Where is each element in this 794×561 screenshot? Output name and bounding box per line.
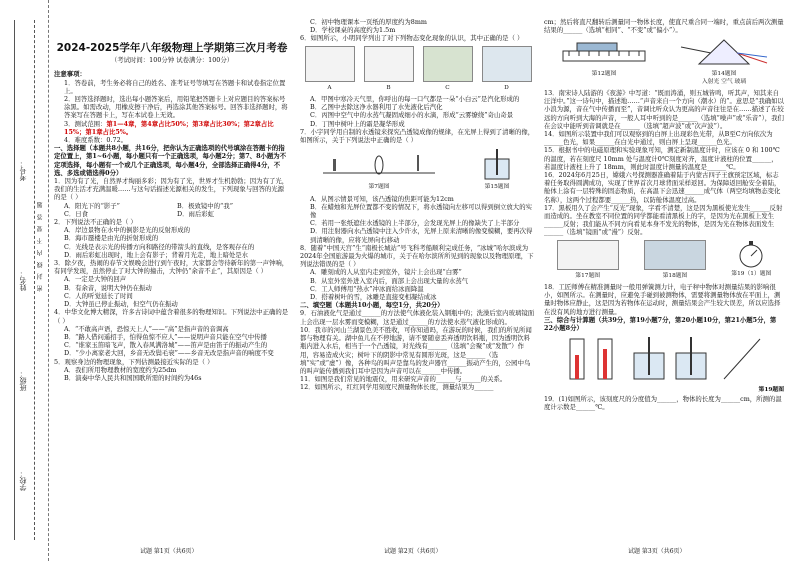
question-10: 10．我市的河山兰湖景色美不胜收，可你知道吗，在游玩的时候，我们的所见所闻都与物理有关。湖中鱼儿在不停地游，请不要随意丢弃透明饮料瓶，因为透明饮料瓶内进入水后，相当于一个凸透镜，对光线有______（选填“会聚”或“发散”）作用，容易造成火灾；树叶下的阴影中常见有圆形光斑，这是______（选填“实”或“虚”）像，各种鸟的叫声是靠鸟的发声器官______振动产生的，公园中鸟的叫声能传播到我们耳中是因为声音可以在______中传播。: [300, 325, 532, 375]
option: D．丁图中树叶上的霜是凝华形成: [310, 119, 405, 128]
question-13: 13．南宋诗人陆游的《夜游》中写道：“既而涛涌，则五城皆鸣，听其声，知其来自汪洋中。”这一诗句中，描述地……“声音来自一个方向（潮水）的”。意思是“我确如以小浪为源，音在气中传播而至”，音调比听众认为更高的声音往往是在……描述了在较远的方向听到大海的声音，一般人耳中听到的是______（选填“噪声”或“乐音”），我们在会议中能听到音调就是在______（选填“超声波”或“次声波”）。: [544, 89, 784, 130]
name-label: 姓名：: [19, 270, 27, 291]
figure-b: B: [364, 46, 414, 92]
section-1-heading: 一、选择题（本题共8小题，共16分，把你认为正确选项的代号填涂在答题卡的指定位置上，第1~6小题，每小题只有一个正确选项，每小题2分；第7、8小题为不定项选择，每小题有一个或几个正确选项，每小题4分，全部选择正确得4分，不选、多选或错选得0分）: [54, 144, 287, 177]
binding-line: [14, 20, 15, 540]
figure-14-labels: 入射光 空气 玻璃: [701, 78, 747, 85]
class-label: 班级：: [19, 370, 27, 391]
page-footer-1: 试题 第1页（共6页）: [140, 548, 198, 555]
binding-strip: [0, 0, 49, 561]
figure-c: C: [423, 46, 473, 92]
option: C．“谁家玉笛暗飞声，散入春风满洛城”——笛声是由笛子的振动产生的: [64, 341, 268, 350]
question-7-figures: [300, 147, 536, 191]
page-footer-3: 试题 第3页（共6页）: [628, 548, 686, 555]
option: B．演奏中华人民共和国国歌所需的时间约为46s: [64, 373, 202, 382]
column-3: [544, 18, 784, 538]
figure-12-caption: 第12题图: [591, 70, 617, 77]
notice-title: 注意事项：: [54, 70, 86, 79]
option: C．丙图中空气中的水蒸气凝固成细小的水滴，形成“云雾缭绕”奇山奇景: [310, 111, 514, 120]
option: D．雨后彩虹出现时，地上会有影子；背着月光走，地上暗处是水: [64, 250, 249, 259]
column-2: [300, 18, 536, 538]
option: B．在蜡烛和光屏位置都不变的情况下，将水透镜向左移可以得到倒立放大的实像: [310, 202, 532, 220]
question-16: 16．2024年6月25日，嫦娥六号探测器准确着陆于内蒙古四子王旗预定区域，标志着任务取得圆满成功，实现了世界首次月球背面采样返回。为保障返回舱安全着陆，舱体上涂有一层特殊的固态物质，在高温下会迅速______成气体（两空均填物态变化名称），这两个过程都要______热，以防舱体温度过高。: [544, 171, 781, 204]
option: B．乙图中去除这净水器利用了水先液化后汽化: [310, 103, 443, 112]
image-placeholder: [644, 240, 706, 270]
question-8: 8．随着“中国天宫”生“南极长城站”号飞科考船顺利完成任务，“冰城”哈尔滨成为2024年全国旅游最为火爆的城市，关于在哈尔滨所所见到的现象以及物理原理，下列说法错误的是（ ）: [300, 243, 534, 269]
option: D．雨后彩虹: [177, 209, 215, 218]
option: B．有余音，说明大钟仍在振动: [64, 283, 152, 292]
image-placeholder: [557, 240, 619, 270]
column-1: [54, 18, 290, 538]
exam-subtitle: （考试时间：100分钟 试卷满分：100分）: [110, 56, 234, 65]
option: D．大钟虽已停止振动，但空气仍在振动: [64, 300, 178, 309]
figure-7: [319, 147, 439, 191]
option: A．岸边景物在水中的倒影是光的反射形成的: [64, 226, 191, 235]
figure-15-caption: 第15题图: [484, 184, 510, 191]
question-17: 17．黑板用久了会产生“反光”现象，字看不清楚，这是因为黑板使光发生______反射而造成的。坐在教室不同位置的同学都能看清黑板上的字，是因为光在黑板上发生______反射；我们能从不同方向看见本身不发光的物体，是因为光在物体表面发生______（选填“镜面”或“漫”）反射。: [544, 203, 783, 237]
option: B．从室外室外进入室内后，面部上会出现大量的水蒸气: [310, 276, 469, 285]
exam-title: 2024-2025学年八年级物理上学期第三次月考卷: [56, 42, 288, 54]
figure-7-caption: 第7题图: [368, 184, 390, 191]
figure-14: [679, 37, 769, 86]
question-1-options: [54, 202, 290, 218]
thermometers-diagram: [564, 335, 764, 383]
figure-12: [559, 37, 649, 86]
question-11: 11．如图是我们常见的地震仪，用来研究声音的______与______的关系。: [300, 375, 507, 384]
figure-19-1: [731, 240, 771, 280]
figure-a: A: [305, 46, 355, 92]
figure-18: [644, 240, 706, 280]
option: B．极致镜中的“我”: [177, 201, 233, 210]
option: B．“路人借问遥招手，怕得鱼惊不应人”——说明声音只能在空气中传播: [64, 332, 267, 341]
figure-15: [477, 147, 517, 191]
question-19-figures: [544, 335, 784, 383]
option: A．一定是大钟的回声: [64, 275, 127, 284]
question-2: 2．下列说法不正确的是（ ）: [54, 218, 137, 227]
option: D．用注射器向水凸透镜中注入少许水，光屏上原来清晰的像变模糊，要再次得到清晰的像，应将光屏向右移动: [310, 227, 533, 244]
thermometer-beaker-diagram: [477, 147, 517, 181]
option: D．“少小离家老大回，乡音无改鬓毛衰”——乡音无改是指声音的响度不变: [64, 349, 274, 358]
option: D．搭着树叶的雪，冰雕是直接变相凝结成冰: [310, 293, 437, 302]
optical-bench-diagram: [319, 147, 439, 181]
notice-item: 3．测试范围：第1—4章，第4章占比50%；第3章占比30%；第2章占比15%；第1章占比5%。: [64, 119, 274, 136]
notice-item: 2．回答选择题时，选出每小题答案后，用铅笔把答题卡上对应题目的答案标号涂黑。如需改动，用橡皮擦干净后，再选涂其他答案标号。回答非选择题时，将答案写在答题卡上，写在本试卷上无效。: [64, 95, 288, 120]
figure-17-caption: 第17题图: [575, 272, 601, 279]
option: C．光线是表示光的传播方向和路径的带箭头的直线，是客观存在的: [64, 242, 255, 251]
option: A．“不敢高声语，恐惊天上人”——“高”是指声音的音调高: [64, 324, 229, 333]
question-18: 18．工匠师傅在精准测量时一般用弹簧测力计，电子秤中物体对测量结果的影响很小，如图所示。在测量时，应避免手碰到被测物体，需要将测量物体放在平面上，测量时物体应静止，这是因为若物体在运动时，测量结果会产生较大误差，所以应选择在没有风的地方进行测量。: [544, 283, 781, 316]
figure-18-caption: 第18题图: [662, 272, 688, 279]
image-placeholder: [423, 46, 473, 82]
image-placeholder: [482, 46, 532, 82]
figure-19-label: 第19题图: [758, 387, 784, 394]
section-2-heading: 二、填空题（本题共10小题，每空1分，共20分）: [300, 301, 444, 310]
question-4: 4．中华文化博大精深，许多古诗词中蕴含着很多的物理知识。下列说法中正确的是（ ）: [54, 308, 289, 325]
notice-item: 1．答卷前，考生务必将自己的姓名、准考证号等填写在答题卡和试卷指定位置上。: [64, 78, 286, 95]
option: C．人的听觉延长了时间: [64, 291, 133, 300]
question-6: 6．如图所示，小明同学列出了对下列物态变化现象的认识，其中正确的是（ ）: [300, 34, 524, 43]
option: A．从图示情景可知，该凸透镜的焦距可能为12cm: [310, 194, 454, 203]
school-label: 学校：: [19, 470, 27, 491]
page-footer-2: 试题 第2页（共6页）: [384, 548, 442, 555]
option: C．若用一张纸遮住水透镜的上半部分，会发现光屏上的像缺失了上半部分: [310, 219, 520, 228]
question-17-19-figures: [544, 240, 784, 280]
question-15: 15．根据书中的电磁原理和实验现象可知，测定新制温度计时，应该在 0 和 100℃的温度，若在刻度尺 10mm 处与温度计0℃刻度对齐，温度计液柱的位置______，若温度计液柱上升了 18mm，则此时温度计测量的温度是______℃。: [544, 146, 780, 171]
ruler-diagram: [559, 37, 649, 67]
notice-item: 4．难度系数：0.72。: [64, 136, 128, 145]
stopwatch-diagram: [731, 240, 771, 268]
question-5: 5．观察身边的物理现象，下列估测最接近实际的是（ ）: [54, 357, 214, 366]
question-1: 1．因为有了光，自然界才绚丽多彩；因为有了光，世界才生机勃勃；因为有了光，我们的生活才充满温暖……与这句话描述光源相关的发生，下列现象与回答的光源的是（ ）: [54, 177, 289, 202]
option: A．雕刻成的人从室内走到室外，镜片上会出现“白雾”: [310, 268, 462, 277]
question-19: 19．(1)如图所示，该刻度尺的分度值为______，物体的长度为______cm，所测的温度计示数是______℃。: [544, 394, 782, 411]
test-scope: 第1—4章，第4章占比50%；第3章占比30%；第2章占比15%；第1章占比5%。: [64, 119, 274, 136]
question-9: 9．石油液化气是通过______的方法使气体液化装入钢瓶中的；洗澡后室内玻璃镜面上会出现一层水雾而变模糊，这是通过______的方法使水蒸气液化形成的。: [300, 309, 535, 326]
binding-line-dashed: [34, 20, 35, 540]
option: B．海市蜃楼是由光的折射形成的: [64, 234, 159, 243]
question-3: 3．除夕夜，热闹的春节文娱晚会进行到午夜时，大家都会等待新年的第一声钟响，有同学发现，虽然停止了对大钟的撞击，大钟仍“余音不止”，其原因是（ ）: [54, 259, 289, 276]
option: A．甲图中寒冷天气里，你呼出的每一口气都是一朵“小白云”是汽化形成的: [310, 95, 520, 104]
image-placeholder: [305, 46, 355, 82]
question-6-figures: [300, 46, 536, 92]
figure-14-caption: 第14题图: [711, 70, 737, 77]
option: C．日食: [64, 209, 89, 218]
figure-17: [557, 240, 619, 280]
question-12-continued: cm；然后将直尺翻转后测量同一物体长度，使直尺重合同一端时，重点前后两次测量结果的______（选填“相同”、“不变”或“偏小”）。: [544, 18, 784, 35]
section-3-heading: 三、综合与计算题（共39分，第19小题7分，第20小题10分，第21小题5分，第22小题8分）: [544, 315, 777, 333]
figure-19-caption: 第19（1）题图: [731, 270, 772, 277]
question-7: 7．小宇同学用自制的水透镜来探究凸透镜成像的规律，在光屏上得到了清晰的像，如图所示，关于下列说法中正确的是（ ）: [300, 127, 535, 145]
image-placeholder: [364, 46, 414, 82]
question-12-14-figures: [544, 37, 784, 86]
seat-label: 考号：: [19, 160, 27, 181]
option: C．工人师傅用“热水”冲冰面给冰面降温: [310, 284, 424, 293]
figure-d: D: [482, 46, 532, 92]
option: C．初中物理课本一页纸的厚度约为8mm: [310, 18, 427, 26]
question-14: 14．如图所示装置中我们可以观察到的白屏上出现彩色光带，从B至C方向依次为______色光，如果______在白光中通过，则白屏上呈现______色光。: [544, 130, 773, 147]
prism-diagram: [679, 37, 769, 67]
option: A．阳光下的“影子”: [64, 201, 120, 210]
option: D．学校课桌的高度约为1.5m: [310, 26, 396, 35]
option: A．我们所用物理教材的宽度约为25dm: [64, 365, 177, 374]
question-12: 12．如图所示，红红同学用刻度尺测量物体长度，测量结果为______: [300, 383, 494, 392]
seal-text: 密 封 线 内 不 要 答 题: [37, 200, 44, 292]
